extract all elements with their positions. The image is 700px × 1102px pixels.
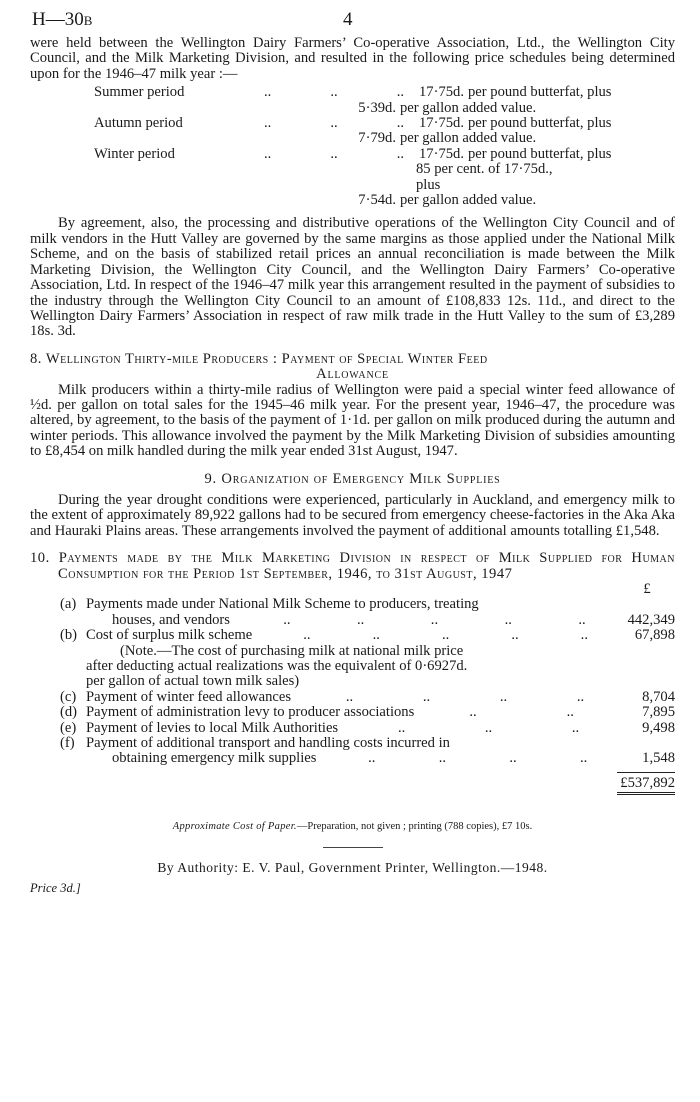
section-9-heading: 9. Organization of Emergency Milk Supplies <box>204 470 501 487</box>
schedule-row-winter-extra-1 <box>30 162 675 177</box>
cost-of-paper <box>30 819 675 834</box>
note-line2: after deducting actual realizations was the equivalent of 0·6927d. <box>86 658 468 675</box>
note-line1: (Note.—The cost of purchasing milk at national milk price <box>120 642 464 659</box>
item-value: 8,704 <box>642 688 675 705</box>
printer-authority: By Authority: E. V. Paul, Government Printer, Wellington.—1948. <box>157 859 548 875</box>
page-reference-suffix: B <box>83 13 93 28</box>
cost-label: Approximate Cost of Paper. <box>172 821 297 833</box>
payment-item-f <box>60 736 675 751</box>
schedule-extra: 85 per cent. of 17·75d., <box>416 161 553 178</box>
schedule-period: Autumn period <box>94 115 183 132</box>
schedule-cont-desc: per gallon added value. <box>400 99 537 116</box>
payment-item-e: (e) Payment of levies to local Milk Authorities .. .. .. 9,498 <box>60 719 675 736</box>
item-value: 67,898 <box>634 627 675 644</box>
total-rule <box>617 772 675 773</box>
schedule-leader: .. .. .. <box>264 115 404 132</box>
schedule-row-winter-extra-2 <box>30 178 675 193</box>
schedule-amount: 17·75d. <box>419 115 464 132</box>
payments-total: £537,892 <box>620 774 675 791</box>
schedule-period: Winter period <box>94 145 175 162</box>
item-label: (f) <box>60 735 75 752</box>
agreement-paragraph: By agreement, also, the processing and distributive operations of the Wellington City Council and of milk vendors in the Hutt Valley are governed by the same margins as those applied under the National Milk Scheme, and on the basis of stabilized retail prices an annual reconciliation is made between the Milk Marketing Division, the Wellington City Council, and the Wellington Dairy Farmers’ Co-operative Association, Ltd. In respect of the 1946–47 milk year this arrangement resulted in the payment of subsidies to the industry through the Wellington City Council to an amount of £108,833 12s. 11d., and direct to the Wellington Dairy Farmers’ Association in respect of raw milk trade in the Hutt Valley to the sum of £3,289 18s. 3d. <box>30 215 675 340</box>
item-label: (c) <box>60 688 77 705</box>
schedule-leader: .. .. .. <box>264 84 404 101</box>
schedule-row-winter <box>30 147 675 162</box>
page-number: 4 <box>343 9 353 30</box>
surplus-note <box>60 644 675 690</box>
item-text: Payment of additional transport and handling costs incurred in <box>86 735 450 752</box>
schedule-row-summer <box>30 85 675 100</box>
page-reference-code: H—30 <box>32 9 84 30</box>
schedule-desc: per pound butterfat, plus <box>468 84 612 101</box>
schedule-cont-amount: 7·79d. <box>358 130 396 147</box>
payment-item-f-cont: obtaining emergency milk supplies .. .. .. .. 1,548 <box>60 751 675 766</box>
payment-item-b: (b) Cost of surplus milk scheme .. .. .. .. .. 67,898 <box>60 627 675 644</box>
currency-symbol: £ <box>643 581 651 597</box>
schedule-row-winter-cont <box>30 193 675 208</box>
intro-paragraph: were held between the Wellington Dairy Farmers’ Co-operative Association, Ltd., the Wellington City Council, and the Milk Marketing Division, and resulted in the following price schedules being determined upon for the 1946–47 milk year :— <box>30 35 675 82</box>
cost-text: —Preparation, not given ; printing (788 copies), £7 10s. <box>296 821 533 833</box>
item-text-cont: houses, and vendors <box>112 611 230 628</box>
schedule-cont-desc: per gallon added value. <box>400 192 537 209</box>
payment-item-a <box>60 597 675 612</box>
item-text: Payment of winter feed allowances <box>86 688 292 705</box>
document-page <box>30 6 675 897</box>
schedule-row-summer-cont <box>30 101 675 116</box>
item-label: (e) <box>60 719 77 736</box>
payment-item-a-cont: houses, and vendors .. .. .. .. .. 442,349 <box>60 613 675 628</box>
schedule-cont-amount: 7·54d. <box>358 192 396 209</box>
item-label: (d) <box>60 704 78 721</box>
schedule-cont-amount: 5·39d. <box>358 99 396 116</box>
section-9-body: During the year drought conditions were experienced, particularly in Auckland, and emergency milk to the extent of approximately 89,922 gallons had to be secured from emergency cheese-factories in the Aka Aka and Hauraki Plains areas. These arrangements involved the payment of additional amounts totalling £1,548. <box>30 491 675 539</box>
item-text: Payment of levies to local Milk Authorities <box>86 719 339 736</box>
item-value: 442,349 <box>627 611 675 628</box>
note-line3: per gallon of actual town milk sales) <box>86 673 300 690</box>
schedule-cont-desc: per gallon added value. <box>400 130 537 147</box>
section-8-heading-line1: 8. Wellington Thirty-mile Producers : Payment of Special Winter Feed <box>30 350 488 367</box>
payments-currency-row <box>60 582 675 597</box>
item-value: 9,498 <box>642 719 675 736</box>
item-value: 1,548 <box>642 750 675 767</box>
price-note: Price 3d.] <box>30 881 81 896</box>
footer-rule <box>323 847 383 848</box>
section-8-heading <box>30 352 675 383</box>
schedule-leader: .. .. .. <box>264 145 404 162</box>
payment-item-d: (d) Payment of administration levy to producer associations .. .. 7,895 <box>60 704 675 721</box>
item-text: Payment of administration levy to producer associations <box>86 704 415 721</box>
price-schedule <box>30 85 675 208</box>
schedule-period: Summer period <box>94 84 185 101</box>
schedule-amount: 17·75d. <box>419 145 464 162</box>
item-label: (a) <box>60 596 77 613</box>
item-text: Cost of surplus milk scheme <box>86 627 253 644</box>
section-8-body: Milk producers within a thirty-mile radius of Wellington were paid a special winter feed allowance of ½d. per gallon on total sales for the 1945–46 milk year. For the present year, 1946–47, the procedure was altered, by agreement, to the basis of the payment of 1·1d. per gallon on milk produced during the autumn and winter periods. This allowance involved the payment by the Milk Marketing Division of subsidies amounting to £8,454 on milk handled during the milk year ended 31st August, 1947. <box>30 381 675 460</box>
payments-table <box>60 582 675 795</box>
item-label: (b) <box>60 627 78 644</box>
total-double-rule <box>617 792 675 795</box>
item-value: 7,895 <box>642 704 675 721</box>
item-text-cont: obtaining emergency milk supplies <box>112 750 317 767</box>
schedule-row-autumn-cont <box>30 131 675 146</box>
schedule-row-autumn <box>30 116 675 131</box>
page-reference <box>32 9 93 30</box>
payment-item-c: (c) Payment of winter feed allowances .. .. .. .. 8,704 <box>60 688 675 705</box>
section-10-heading: 10. Payments made by the Milk Marketing Division in respect of Milk Supplied for Human Consumption for the Period 1st September, 1946, to 31st August, 1947 <box>30 550 675 582</box>
schedule-desc: per pound butterfat, plus <box>468 115 612 132</box>
schedule-extra: plus <box>416 176 441 193</box>
schedule-desc: per pound butterfat, plus <box>468 145 612 162</box>
item-text: Payments made under National Milk Scheme to producers, treating <box>86 596 479 613</box>
schedule-amount: 17·75d. <box>419 84 464 101</box>
section-8-heading-line2: Allowance <box>316 366 389 383</box>
page-header <box>30 6 675 36</box>
